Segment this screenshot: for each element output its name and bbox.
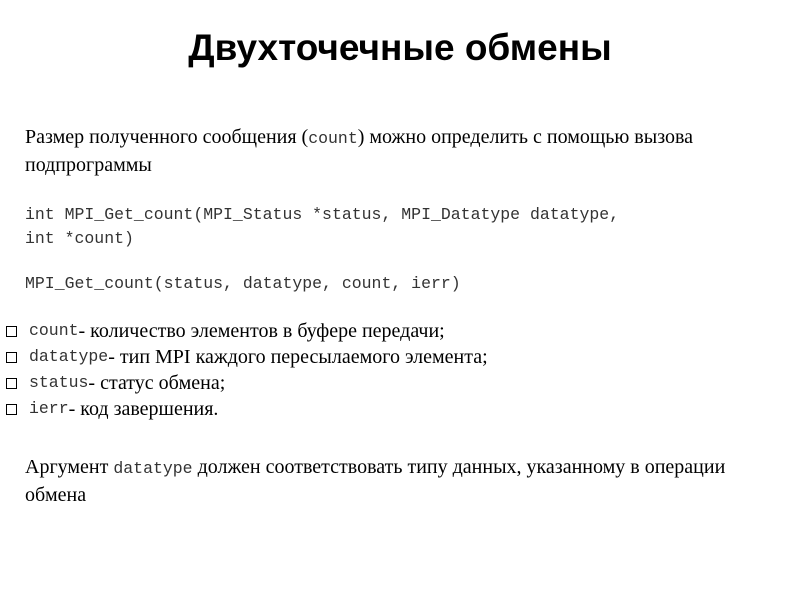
outro-text-after: должен соответствовать типу данных, указанному в операции обмена bbox=[25, 456, 726, 506]
param-code: count bbox=[29, 321, 79, 340]
code-c-line-2: int *count) bbox=[25, 229, 134, 248]
outro-paragraph bbox=[25, 454, 785, 508]
param-code: status bbox=[29, 373, 89, 392]
checkbox-bullet-icon bbox=[6, 352, 17, 363]
param-code: datatype bbox=[29, 347, 109, 366]
outro-code-datatype: datatype bbox=[113, 459, 193, 478]
intro-text-after: ) можно определить с помощью вызова подпрограммы bbox=[25, 126, 694, 176]
param-description: - код завершения. bbox=[68, 398, 219, 420]
list-item bbox=[6, 344, 488, 370]
outro-text-before: Аргумент bbox=[25, 456, 114, 478]
intro-code-count: count bbox=[308, 129, 358, 148]
code-fortran-line: MPI_Get_count(status, datatype, count, ierr) bbox=[25, 274, 461, 293]
param-description: - статус обмена; bbox=[88, 372, 226, 394]
checkbox-bullet-icon bbox=[6, 378, 17, 389]
list-item bbox=[6, 318, 488, 344]
param-description: - количество элементов в буфере передачи; bbox=[78, 320, 445, 342]
intro-text-before: Размер полученного сообщения ( bbox=[25, 126, 309, 148]
checkbox-bullet-icon bbox=[6, 404, 17, 415]
list-item bbox=[6, 396, 488, 422]
intro-paragraph bbox=[25, 124, 785, 178]
list-item bbox=[6, 370, 488, 396]
param-code: ierr bbox=[29, 399, 69, 418]
code-c-line-1: int MPI_Get_count(MPI_Status *status, MPI_Datatype datatype, bbox=[25, 205, 620, 224]
slide-title: Двухточечные обмены bbox=[188, 27, 612, 68]
param-description: - тип MPI каждого пересылаемого элемента; bbox=[108, 346, 488, 368]
parameter-list bbox=[6, 318, 488, 422]
checkbox-bullet-icon bbox=[6, 326, 17, 337]
